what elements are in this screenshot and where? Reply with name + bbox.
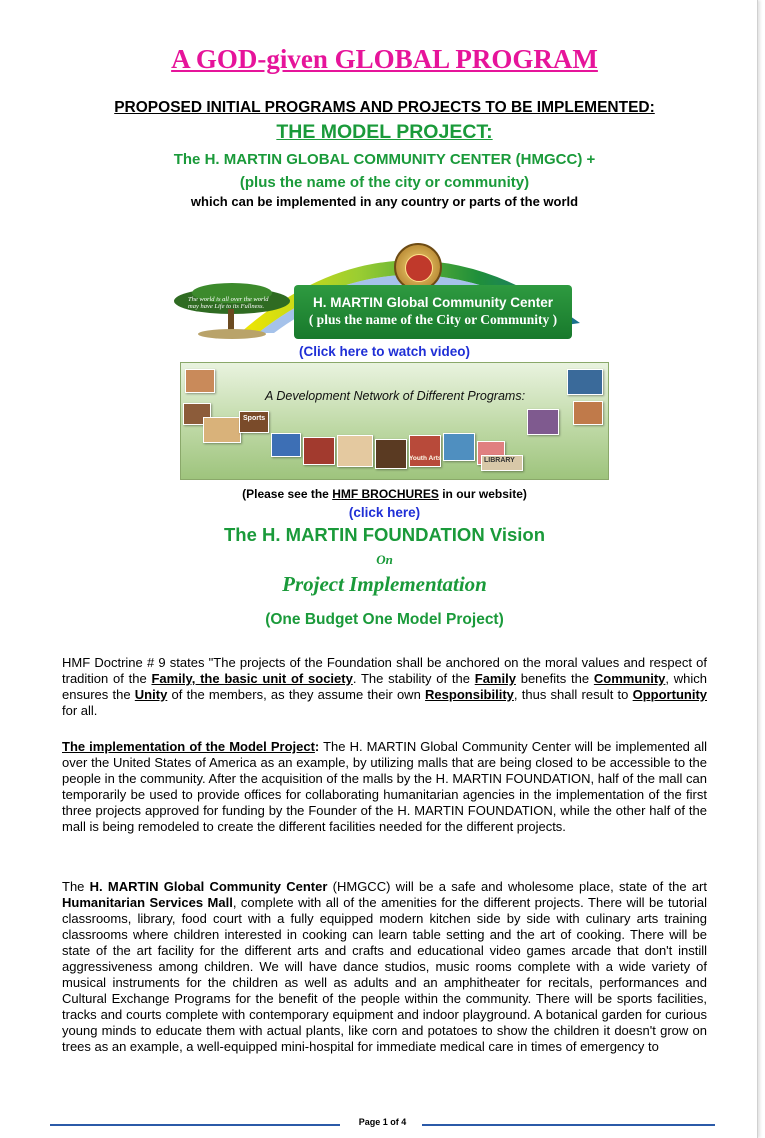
- photo-tile: [573, 401, 603, 425]
- photo-tile: [185, 369, 215, 393]
- library-label: LIBRARY: [484, 457, 515, 464]
- implementation-paragraph: The implementation of the Model Project: The H. MARTIN Global Community Center will be implemented all over the United States of America as an example, by utilizing malls that are being closed to be accessible to the people in the community. After the acquisition of the malls by the H. MARTIN FOUNDATION, half of the mall can temporarily be used to provide offices for collaborating humanitarian agencies in the implementation of the first three projects approved for funding by the Founder of the H. MARTIN FOUNDATION, while the other half of the mall is being remodeled to create the different facilities needed for the different projects.: [62, 739, 707, 834]
- brochure-prefix: (Please see the: [242, 487, 333, 501]
- photo-tile: [527, 409, 559, 435]
- photo-tile: [409, 435, 441, 467]
- project-implementation-heading: Project Implementation: [282, 572, 487, 596]
- doctrine-paragraph: HMF Doctrine # 9 states "The projects of the Foundation shall be anchored on the moral values and respect of tradition of the Family, the basic unit of society. The stability of the Family benefits the Community, which ensures the Unity of the members, as they assume their own Responsibility, thus shall result to Opportunity for all.: [62, 655, 708, 718]
- click-here-link[interactable]: (click here): [348, 505, 421, 520]
- tree-caption: The world is all over the world may have Life to its Fullness.: [188, 296, 269, 310]
- any-country-heading: which can be implemented in any country or parts of the world: [190, 194, 579, 209]
- page-number: Page 1 of 4: [355, 1117, 411, 1127]
- brochure-note: [62, 487, 707, 501]
- photo-tile: [337, 435, 373, 467]
- page-footer: [50, 1117, 715, 1131]
- banner-line-2: ( plus the name of the City or Community ): [308, 312, 558, 327]
- photo-tile: [375, 439, 407, 469]
- network-caption: A Development Network of Different Programs:: [265, 389, 526, 403]
- hmgcc-heading: The H. MARTIN GLOBAL COMMUNITY CENTER (HMGCC) +: [173, 151, 596, 168]
- photo-tile: [203, 417, 241, 443]
- hmgcc-banner[interactable]: [170, 213, 590, 343]
- hmf-seal-icon: [394, 243, 442, 291]
- page-title: A GOD-given GLOBAL PROGRAM: [171, 44, 598, 74]
- photo-tile: [303, 437, 335, 465]
- youth-arts-label: Youth Arts: [409, 455, 442, 462]
- banner-label-box: [294, 285, 572, 339]
- photo-tile: [567, 369, 603, 395]
- sports-label: Sports: [243, 415, 266, 422]
- photo-tile: [443, 433, 475, 461]
- on-label: On: [376, 552, 393, 567]
- watch-video-link[interactable]: (Click here to watch video): [298, 344, 471, 359]
- banner-line-1: H. MARTIN Global Community Center: [312, 295, 553, 310]
- plus-name-heading: (plus the name of the city or community): [239, 174, 530, 191]
- model-project-heading: THE MODEL PROJECT:: [276, 121, 493, 143]
- development-network-image[interactable]: [180, 362, 609, 480]
- hmgcc-description-paragraph: The H. MARTIN Global Community Center (HMGCC) will be a safe and wholesome place, state of the art Humanitarian Services Mall, complete with all of the amenities for the different projects. There will be tutorial classrooms, library, food court with a fully equipped modern kitchen side by side with culinary arts training classrooms where children interested in cooking can learn table setting and the art of cooking. There will be state of the art facility for the different arts and crafts and educational video games arcade that don't instill aggressiveness among children. We will have dance studios, music rooms complete with a wide variety of musical instruments for the children as well as adults and an amphitheater for recitals, performances and Cultural Exchange Programs for the benefit of the people within the community. There will be sports facilities, tracks and courts complete with contemporary equipment and indoor playground. A botanical garden for curious young minds to educate them with actual plants, like corn and potatoes to show the children it doesn't grow on trees as an example, a well-equipped mini-hospital for immediate medical care in times of emergency to: [62, 879, 708, 1054]
- one-budget-heading: (One Budget One Model Project): [265, 611, 504, 628]
- proposed-heading: PROPOSED INITIAL PROGRAMS AND PROJECTS TO BE IMPLEMENTED:: [114, 99, 655, 116]
- vision-heading: The H. MARTIN FOUNDATION Vision: [223, 524, 545, 545]
- photo-tile: [271, 433, 301, 457]
- hmf-brochures-link[interactable]: HMF BROCHURES: [332, 487, 439, 501]
- brochure-suffix: in our website): [438, 487, 527, 501]
